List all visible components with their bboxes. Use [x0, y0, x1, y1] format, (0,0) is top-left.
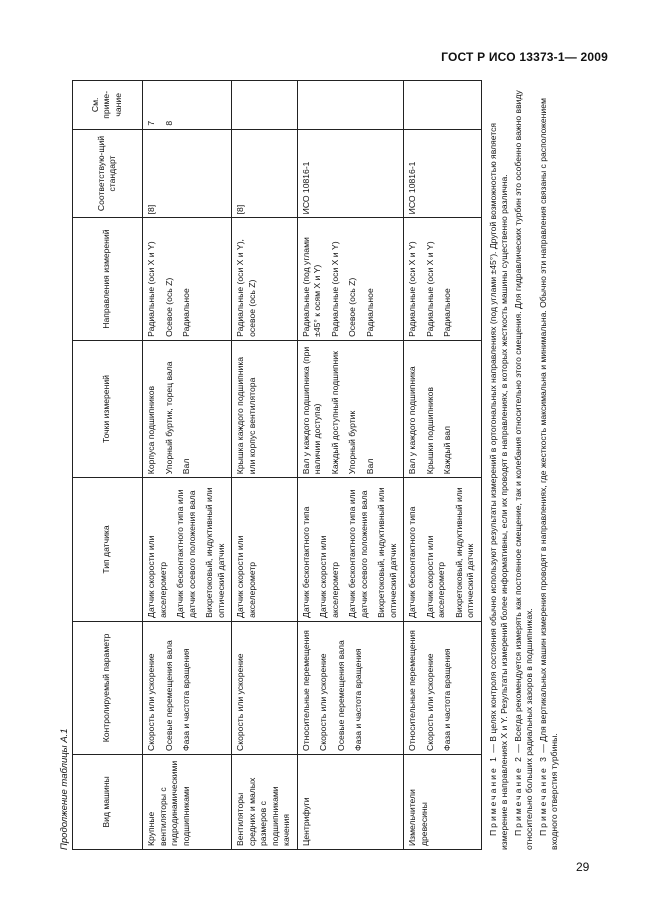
directions-item: Радиальное [364, 288, 375, 337]
params-item: Фаза и частота вращения [442, 648, 452, 751]
points-cell [232, 340, 298, 477]
directions-cell [232, 218, 298, 341]
header-cell: Тип датчика [73, 478, 143, 622]
page-number: 29 [576, 860, 590, 874]
header-cell: Контролируемый параметр [73, 621, 143, 754]
params-cell [297, 621, 404, 754]
standard-cell [404, 129, 482, 218]
header-cell: См. приме-чание [73, 81, 143, 130]
sensors-item: Вихретоковый, индуктивный или оптический датчик [204, 487, 226, 618]
directions-item: Осевое (ось Z) [347, 277, 357, 337]
directions-item: Радиальное [442, 288, 452, 337]
note-text: — В целях контроля состояния обычно используют результаты измерений в ортогональных направлениях (под углами ±45°). Другой возможностью является измерение в направлениях X и Y. Результаты измерений более информативны, если их проводят в направлениях, в которых жесткость машины существенно различна. [487, 122, 509, 850]
table-row [297, 81, 404, 850]
requirements-table [72, 80, 482, 850]
params-item: Осевые перемещения вала [335, 640, 346, 751]
document-header: ГОСТ Р ИСО 13373-1— 2009 [441, 50, 608, 64]
note-paragraph [538, 80, 560, 850]
header-cell: Направления измерений [73, 218, 143, 341]
points-item: Крышки подшипников [424, 387, 435, 475]
points-item: Каждый доступный подшипник [329, 351, 340, 475]
notes-cell [404, 81, 482, 130]
points-item: Вал [181, 458, 191, 475]
standard-item: [8] [235, 204, 245, 215]
standard-item: ИСО 10816-1 [300, 161, 311, 215]
params-item: Скорость или ускорение [235, 653, 245, 751]
note-paragraph [488, 80, 510, 850]
directions-item: Радиальные (оси X и Y) [146, 241, 156, 337]
points-item: Крышка каждого подшипника или корпус вентилятора [235, 356, 257, 475]
standard-cell [232, 129, 298, 218]
params-item: Относительные перемещения [300, 630, 311, 751]
sensors-item: Датчик бесконтактного типа или датчик осевого положения вала [175, 489, 197, 618]
machine-type-cell: Центрифуги [297, 754, 404, 849]
note-paragraph [513, 80, 535, 850]
directions-item: Радиальные (оси X и Y) [329, 241, 340, 337]
sensors-cell [297, 478, 404, 622]
directions-cell [404, 218, 482, 341]
note-label: Примечание 1 [487, 755, 498, 836]
notes-section [488, 80, 560, 850]
note-label: Примечание 2 [512, 755, 523, 836]
points-cell [143, 340, 232, 477]
note-text: — Всегда рекомендуется измерять как постоянное смещение, так и колебания относительно этого смещения. Для гидравлических турбин это особенно важно ввиду относительно больших радиальных зазоров в подшипниках. [512, 90, 534, 850]
sensors-item: Датчик скорости или акселерометр [235, 535, 257, 618]
params-cell [232, 621, 298, 754]
standard-item: [8] [146, 204, 156, 215]
directions-item: Радиальные (оси X и Y) [407, 241, 417, 337]
points-item: Упорный буртик, торец вала [163, 361, 174, 475]
header-cell: Соответствую-щий стандарт [73, 129, 143, 218]
standard-item: ИСО 10816-1 [407, 161, 417, 215]
header-cell: Вид машины [73, 754, 143, 849]
sensors-cell [232, 478, 298, 622]
notes-cell [143, 81, 232, 130]
params-item: Осевые перемещения вала [163, 640, 174, 751]
standard-cell [143, 129, 232, 218]
sensors-item: Датчик бесконтактного типа [300, 506, 311, 618]
notes-item: 7 [146, 120, 156, 126]
points-cell [297, 340, 404, 477]
directions-item: Радиальные (оси X и Y), осевое (ось Z) [235, 239, 257, 337]
notes-cell [232, 81, 298, 130]
points-cell [404, 340, 482, 477]
standard-cell [297, 129, 404, 218]
directions-cell [143, 218, 232, 341]
params-cell [404, 621, 482, 754]
sensors-item: Датчик скорости или акселерометр [424, 535, 446, 618]
params-item: Скорость или ускорение [318, 653, 328, 751]
params-item: Скорость или ускорение [424, 653, 435, 751]
sensors-item: Вихретоковый, индуктивный или оптический датчик [376, 487, 398, 618]
sensors-item: Вихретоковый, индуктивный или оптический датчик [453, 487, 475, 618]
directions-item: Радиальные (под углами ±45° к осям X и Y) [300, 237, 322, 337]
machine-type-cell: Вентиляторы средних и малых размеров с подшипниками качения [232, 754, 298, 849]
table-row [232, 81, 298, 850]
sensors-item: Датчик бесконтактного типа [407, 506, 417, 618]
points-item: Вал у каждого подшипника (при наличии доступа) [300, 346, 322, 475]
points-item: Упорный буртик [347, 410, 357, 475]
directions-item: Радиальное [181, 288, 191, 337]
points-item: Каждый вал [442, 426, 452, 475]
params-cell [143, 621, 232, 754]
machine-type-cell: Крупные вентиляторы с гидродинамическими подшипниками [143, 754, 232, 849]
params-item: Скорость или ускорение [146, 653, 156, 751]
sensors-item: Датчик скорости или акселерометр [146, 535, 168, 618]
directions-cell [297, 218, 404, 341]
notes-cell [297, 81, 404, 130]
sensors-item: Датчик бесконтактного типа или датчик осевого положения вала [347, 489, 369, 618]
directions-item: Осевое (ось Z) [163, 277, 174, 337]
table-header-row [73, 81, 143, 850]
table-caption: Продолжение таблицы А.1 [59, 728, 70, 850]
params-item: Фаза и частота вращения [181, 648, 191, 751]
machine-type-cell: Измельчители древесины [404, 754, 482, 849]
params-item: Относительные перемещения [407, 630, 417, 751]
header-cell: Точки измерений [73, 340, 143, 477]
rotated-table-area [58, 80, 598, 850]
note-label: Примечание 3 [537, 755, 548, 836]
points-item: Вал у каждого подшипника [407, 366, 417, 475]
notes-item: 8 [163, 120, 174, 126]
table-row [143, 81, 232, 850]
params-item: Фаза и частота вращения [353, 648, 363, 751]
table-row [404, 81, 482, 850]
sensors-cell [143, 478, 232, 622]
note-text: — Для вертикальных машин измерения проводят в направлениях, где жесткость максимальна и минимальна. Обычно эти направления связаны с расположением входного отверстия турбины. [537, 98, 559, 850]
points-item: Вал [364, 458, 375, 475]
sensors-item: Датчик скорости или акселерометр [318, 535, 340, 618]
sensors-cell [404, 478, 482, 622]
directions-item: Радиальные (оси X и Y) [424, 241, 435, 337]
points-item: Корпуса подшипников [146, 385, 156, 475]
